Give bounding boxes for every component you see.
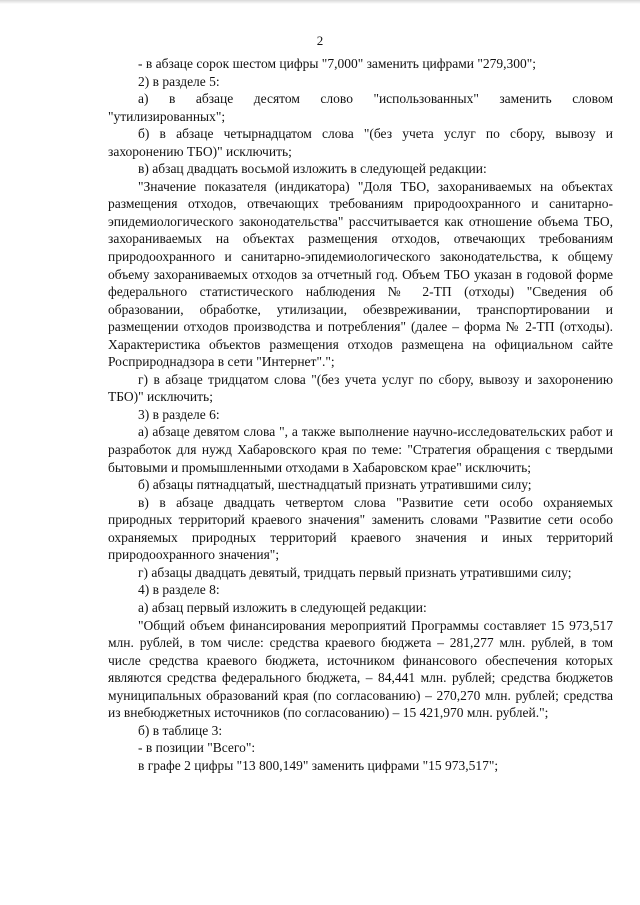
paragraph: 4) в разделе 8: xyxy=(138,582,220,598)
paragraph: "Общий объем финансирования мероприятий Программы составляет 15 973,517 млн. рублей, в том числе: средства краевого бюджета – 281,277 млн. рублей, в том числе средства краевого бюджета, источником финансового обеспечения которых являются средства федерального бюджета, – 84,441 млн. рублей; средства бюджетов муниципальных образований края (по согласованию) – 270,270 млн. рублей; средства из внебюджетных источников (по согласованию) – 15 421,970 млн. рублей."; xyxy=(108,617,613,721)
paragraph: - в абзаце сорок шестом цифры "7,000" заменить цифрами "279,300"; xyxy=(138,56,537,71)
paragraph: - в позиции "Всего": xyxy=(138,740,256,756)
paragraph: в) в абзаце двадцать четвертом слова "Развитие сети особо охраняемых природных территорий краевого значения" заменить словами "Развитие сети особо охраняемых природных территорий краевого значения и иных территорий природоохранного значения"; xyxy=(108,494,613,563)
paragraph: в графе 2 цифры "13 800,149" заменить цифрами "15 973,517"; xyxy=(138,757,499,773)
paragraph: "Значение показателя (индикатора) "Доля ТБО, захораниваемых на объектах размещения отходов, отвечающих требованиям природоохранного и санитарно-эпидемиологического законодательства" рассчитывается как отношение объема ТБО, захораниваемых на объектах размещения отходов, отвечающих требованиям природоохранного и санитарно-эпидемиологического законодательства, к общему объему захораниваемых отходов за отчетный год. Объем ТБО указан в годовой форме федерального статистического наблюдения № 2-ТП (отходы) "Сведения об образовании, обработке, утилизации, обезвреживании, транспортировании и размещении отходов производства и потребления" (далее – форма № 2-ТП (отходы). Характеристика объектов размещения отходов размещена на официальном сайте Росприроднадзора в сети "Интернет"."; xyxy=(108,178,613,370)
paragraph: 3) в разделе 6: xyxy=(138,406,220,422)
page-number: 2 xyxy=(316,33,324,48)
paragraph: а) абзац первый изложить в следующей редакции: xyxy=(138,599,427,615)
paragraph: а) в абзаце десятом слово "использованных" заменить словом "утилизированных"; xyxy=(108,91,613,124)
scan-edge xyxy=(0,0,640,4)
paragraph: б) абзацы пятнадцатый, шестнадцатый признать утратившими силу; xyxy=(138,477,532,493)
paragraph: г) абзацы двадцать девятый, тридцать первый признать утратившими силу; xyxy=(138,564,572,580)
paragraph: б) в абзаце четырнадцатом слова "(без учета услуг по сбору, вывозу и захоронению ТБО)" исключить; xyxy=(108,126,613,159)
paragraph: 2) в разделе 5: xyxy=(138,73,220,89)
paragraph: б) в таблице 3: xyxy=(138,722,223,738)
paragraph: а) абзаце девятом слова ", а также выполнение научно-исследовательских работ и разработок для нужд Хабаровского края по теме: "Стратегия обращения с твердыми бытовыми и промышленными отходами в Хабаровском крае" исключить; xyxy=(108,424,613,475)
document-body xyxy=(108,55,613,774)
paragraph: в) абзац двадцать восьмой изложить в следующей редакции: xyxy=(138,161,487,177)
paragraph: г) в абзаце тридцатом слова "(без учета услуг по сбору, вывозу и захоронению ТБО)" исключить; xyxy=(108,371,613,405)
